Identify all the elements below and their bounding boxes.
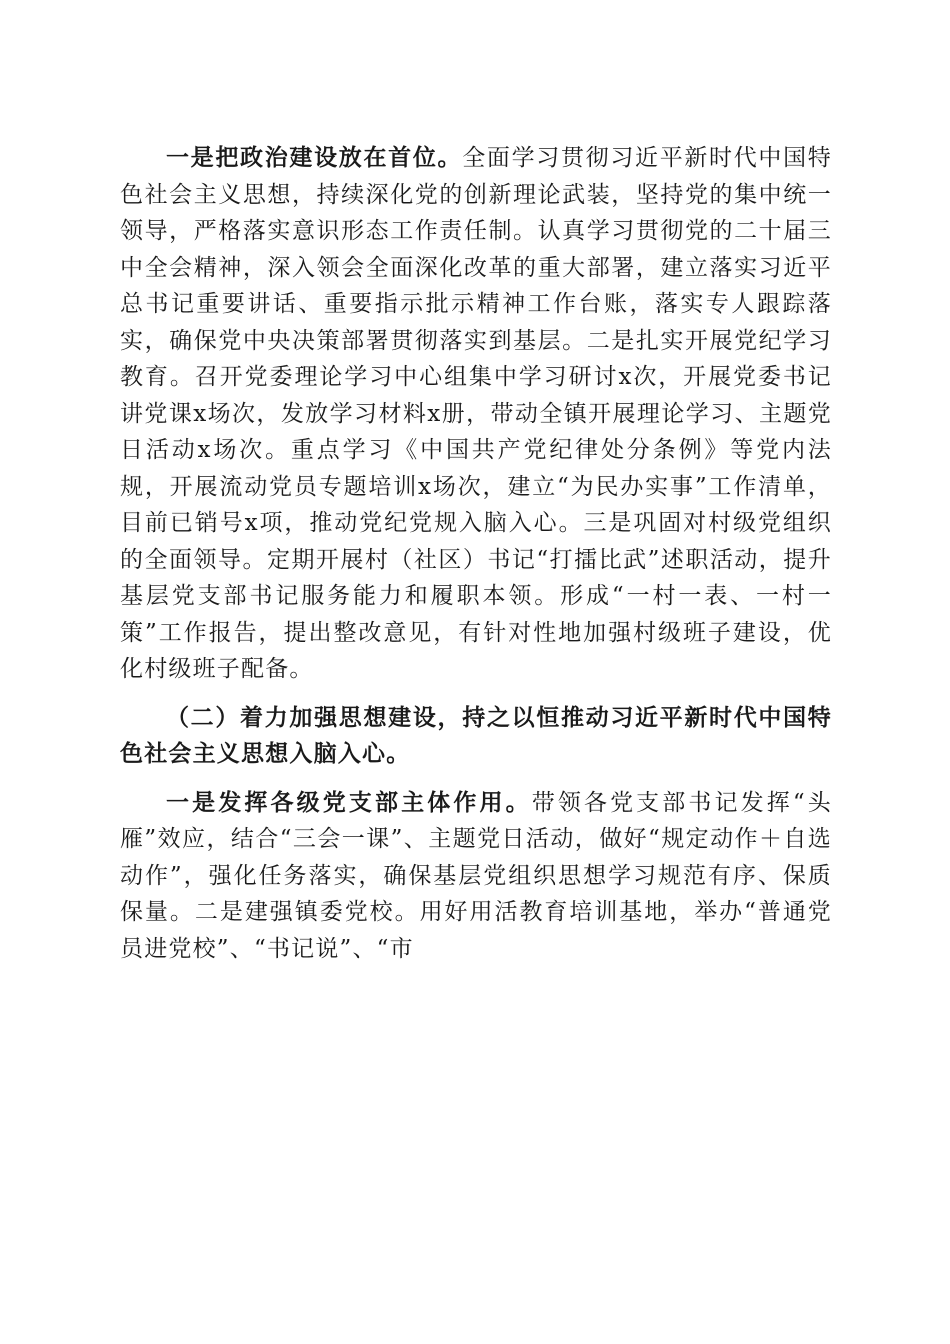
paragraph-1 bbox=[120, 140, 832, 688]
paragraph-3-text: 带领各党支部书记发挥“头雁”效应，结合“三会一课”、主题党日活动，做好“规定动作＋自选动作”，强化任务落实，确保基层党组织思想学习规范有序、保质保量。二是建强镇委党校。用好用活教育培训基地，举办“普通党员进党校”、“书记说”、“市 bbox=[120, 789, 832, 962]
document-body bbox=[120, 140, 832, 967]
paragraph-3 bbox=[120, 785, 832, 968]
section-heading-2-text: （二）着力加强思想建设，持之以恒推动习近平新时代中国特色社会主义思想入脑入心。 bbox=[120, 703, 832, 767]
section-heading-2 bbox=[120, 700, 832, 773]
paragraph-1-text: 全面学习贯彻习近平新时代中国特色社会主义思想，持续深化党的创新理论武装，坚持党的集中统一领导，严格落实意识形态工作责任制。认真学习贯彻党的二十届三中全会精神，深入领会全面深化改革的重大部署，建立落实习近平总书记重要讲话、重要指示批示精神工作台账，落实专人跟踪落实，确保党中央决策部署贯彻落实到基层。二是扎实开展党纪学习教育。召开党委理论学习中心组集中学习研讨x次，开展党委书记讲党课x场次，发放学习材料x册，带动全镇开展理论学习、主题党日活动x场次。重点学习《中国共产党纪律处分条例》等党内法规，开展流动党员专题培训x场次，建立“为民办实事”工作清单，目前已销号x项，推动党纪党规入脑入心。三是巩固对村级党组织的全面领导。定期开展村（社区）书记“打擂比武”述职活动，提升基层党支部书记服务能力和履职本领。形成“一村一表、一村一策”工作报告，提出整改意见，有针对性地加强村级班子建设，优化村级班子配备。 bbox=[120, 145, 832, 682]
paragraph-3-lead: 一是发挥各级党支部主体作用。 bbox=[166, 788, 532, 816]
paragraph-1-lead: 一是把政治建设放在首位。 bbox=[166, 144, 463, 171]
